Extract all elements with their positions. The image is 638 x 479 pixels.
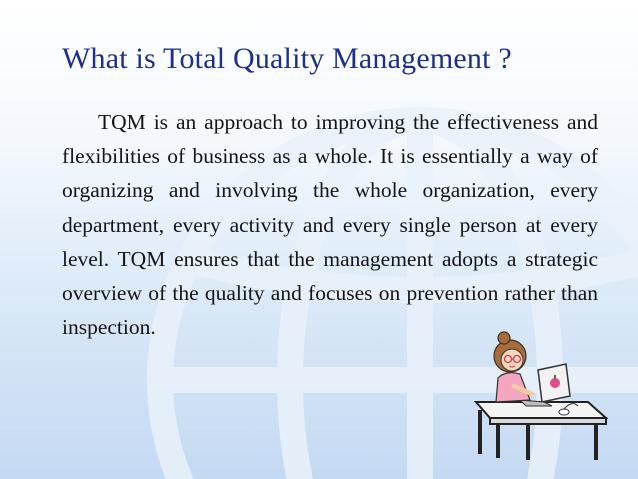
body-paragraph: TQM is an approach to improving the effectiveness and flexibilities of business as a whole. It is essentially a way of organizing and involving the whole organization, every department, every activity and every single person at every level. TQM ensures that the management adopts a strategic overview of the quality and focuses on prevention rather than inspection. bbox=[62, 110, 598, 340]
slide-title: What is Total Quality Management ? bbox=[62, 42, 512, 75]
girl-at-laptop-icon bbox=[468, 330, 608, 460]
